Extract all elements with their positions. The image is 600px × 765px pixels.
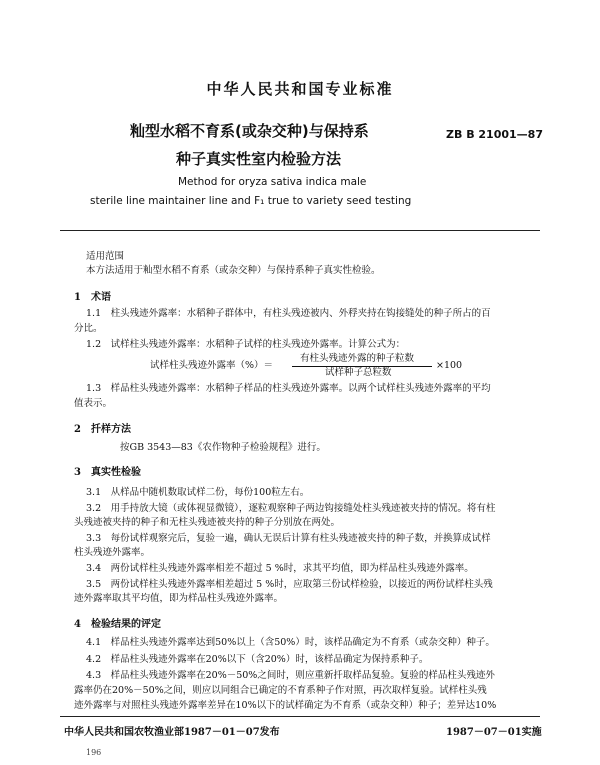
para-3-3-cont: 柱头残迹外露率。 bbox=[74, 547, 151, 558]
section-4-heading: 4 检验结果的评定 bbox=[74, 619, 161, 630]
para-1-2: 1.2 试样柱头残迹外露率：水稻种子试样的柱头残迹外露率。计算公式为： bbox=[86, 339, 406, 350]
para-4-3-cont1: 露率仍在20%－50%之间，则应以同组合已确定的不育系种子作对照，再次取样复验。试样柱头残 bbox=[74, 685, 487, 696]
para-4-1: 4.1 样品柱头残迹外露率达到50%以上（含50%）时，该样品确定为不育系（或杂交种）种子。 bbox=[86, 637, 495, 648]
para-4-2: 4.2 样品柱头残迹外露率在20%以下（含20%）时，该样品确定为保持系种子。 bbox=[86, 654, 429, 665]
para-3-4: 3.4 两份试样柱头残迹外露率相差不超过 5 %时，求其平均值，即为样品柱头残迹外露率。 bbox=[86, 563, 474, 574]
para-3-2: 3.2 用手持放大镜（或体视显微镜），逐粒观察种子两边钩接缝处柱头残迹被夹持的情况。将有柱 bbox=[86, 503, 496, 514]
formula-lhs: 试样柱头残迹外露率（%）＝ bbox=[150, 360, 274, 371]
para-1-1-cont: 分比。 bbox=[74, 323, 103, 334]
title-divider bbox=[60, 230, 540, 231]
para-4-3: 4.3 样品柱头残迹外露率在20%－50%之间时，则应重新扦取样品复验。复验的样品柱头残迹外 bbox=[86, 670, 495, 681]
english-title-line2: sterile line maintainer line and F₁ true to variety seed testing bbox=[90, 195, 412, 207]
para-3-3: 3.3 每份试样观察完后，复验一遍，确认无误后计算有柱头残迹被夹持的种子数，并换算成试样 bbox=[86, 533, 491, 544]
sampling-text: 按GB 3543—83《农作物种子检验规程》进行。 bbox=[120, 442, 326, 453]
para-1-3-cont: 值表示。 bbox=[74, 398, 113, 409]
para-3-1: 3.1 从样品中随机数取试样二份，每份100粒左右。 bbox=[86, 487, 310, 498]
formula-denominator: 试样种子总粒数 bbox=[325, 367, 392, 378]
para-1-1: 1.1 柱头残迹外露率：水稻种子群体中，有柱头残迹被内、外稃夹持在钩接缝处的种子所占的百 bbox=[86, 308, 491, 319]
footer-divider bbox=[60, 716, 540, 717]
para-1-3: 1.3 样品柱头残迹外露率：水稻种子样品的柱头残迹外露率。以两个试样柱头残迹外露率的平均 bbox=[86, 383, 491, 394]
formula-multiplier: ×100 bbox=[436, 360, 463, 371]
section-2-heading: 2 扦样方法 bbox=[74, 424, 131, 435]
scope-heading: 适用范围 bbox=[86, 251, 125, 262]
standard-header: 中华人民共和国专业标准 bbox=[206, 80, 394, 98]
section-1-heading: 1 术语 bbox=[74, 292, 111, 303]
page-number: 196 bbox=[86, 748, 102, 757]
document-title-line1: 籼型水稻不育系(或杂交种)与保持系 bbox=[130, 122, 369, 140]
para-4-3-cont2: 迹外露率与对照柱头残迹外露率差异在10%以下的试样确定为不育系（或杂交种）种子；差异达10% bbox=[74, 700, 497, 711]
document-title-line2: 种子真实性室内检验方法 bbox=[176, 150, 342, 168]
scope-text: 本方法适用于籼型水稻不育系（或杂交种）与保持系种子真实性检验。 bbox=[86, 265, 381, 276]
english-title-line1: Method for oryza sativa indica male bbox=[178, 176, 367, 188]
effective-date: 1987－07－01实施 bbox=[446, 727, 542, 738]
para-3-5: 3.5 两份试样柱头残迹外露率相差超过 5 %时，应取第三份试样检验，以接近的两份试样柱头残 bbox=[86, 579, 493, 590]
issued-date: 中华人民共和国农牧渔业部1987－01－07发布 bbox=[64, 727, 280, 738]
formula-numerator: 有柱头残迹外露的种子粒数 bbox=[300, 353, 415, 364]
standard-code: ZB B 21001—87 bbox=[446, 128, 543, 141]
section-3-heading: 3 真实性检验 bbox=[74, 467, 141, 478]
para-3-5-cont: 迹外露率取其平均值，即为样品柱头残迹外露率。 bbox=[74, 593, 284, 604]
para-3-2-cont: 头残迹被夹持的种子和无柱头残迹被夹持的种子分别放在两处。 bbox=[74, 517, 341, 528]
